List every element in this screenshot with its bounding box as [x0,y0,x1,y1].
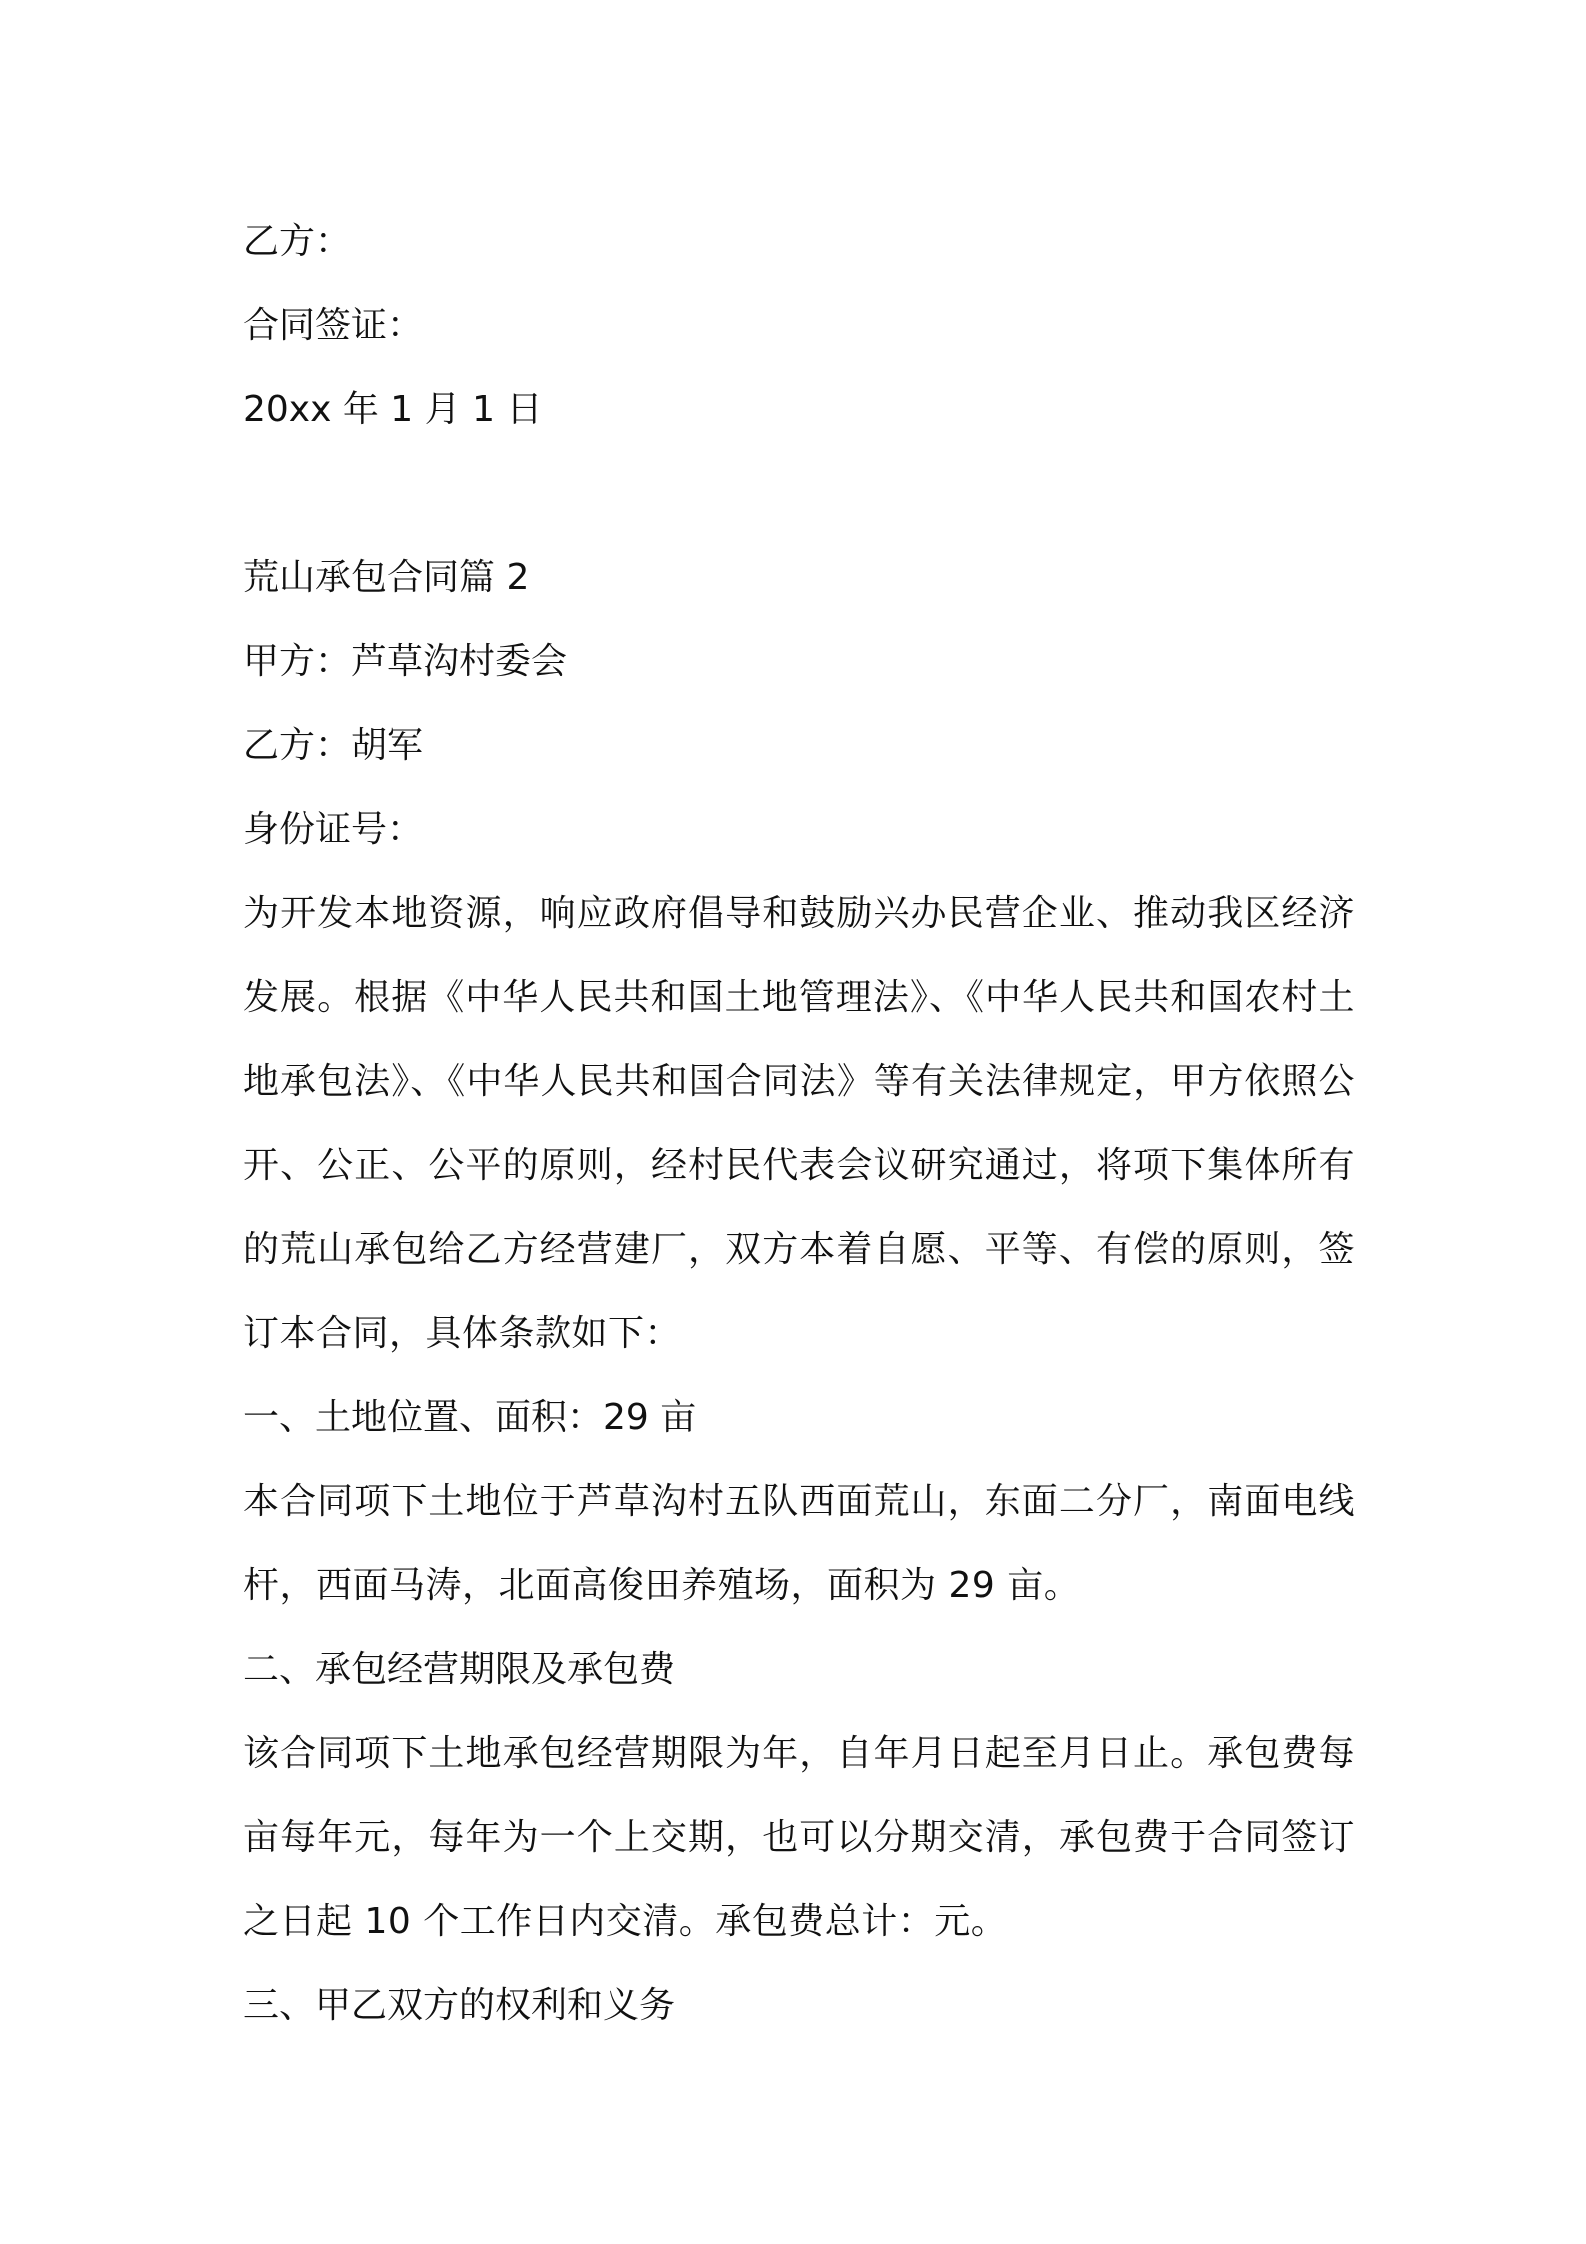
section-gap [243,452,1355,536]
section-title: 荒山承包合同篇 2 [243,557,530,598]
party-b: 乙方：胡军 [243,725,424,766]
clause1-heading: 一、土地位置、面积：29 亩 [243,1397,697,1438]
clause1-body: 本合同项下土地位于芦草沟村五队西面荒山，东面二分厂，南面电线杆，西面马涛，北面高俊田养殖场，面积为 29 亩。 [243,1481,1355,1606]
party-a: 甲方：芦草沟村委会 [243,641,568,682]
clause3-heading: 三、甲乙双方的权利和义务 [243,1985,676,2026]
contract-attestation: 合同签证： [243,305,424,346]
clause2-body: 该合同项下土地承包经营期限为年，自年月日起至月日止。承包费每亩每年元，每年为一个上交期，也可以分期交清，承包费于合同签订之日起 10 个工作日内交清。承包费总计：元。 [243,1733,1355,1942]
signing-date: 20xx 年 1 月 1 日 [243,389,543,430]
intro-paragraph: 为开发本地资源，响应政府倡导和鼓励兴办民营企业、推动我区经济发展。根据《中华人民共和国土地管理法》、《中华人民共和国农村土地承包法》、《中华人民共和国合同法》等有关法律规定，甲方依照公开、公正、公平的原则，经村民代表会议研究通过，将项下集体所有的荒山承包给乙方经营建厂，双方本着自愿、平等、有偿的原则，签订本合同，具体条款如下： [243,893,1355,1354]
party-b-blank: 乙方： [243,221,352,262]
document-body [243,200,1355,2048]
id-number: 身份证号： [243,809,424,850]
clause2-heading: 二、承包经营期限及承包费 [243,1649,676,1690]
